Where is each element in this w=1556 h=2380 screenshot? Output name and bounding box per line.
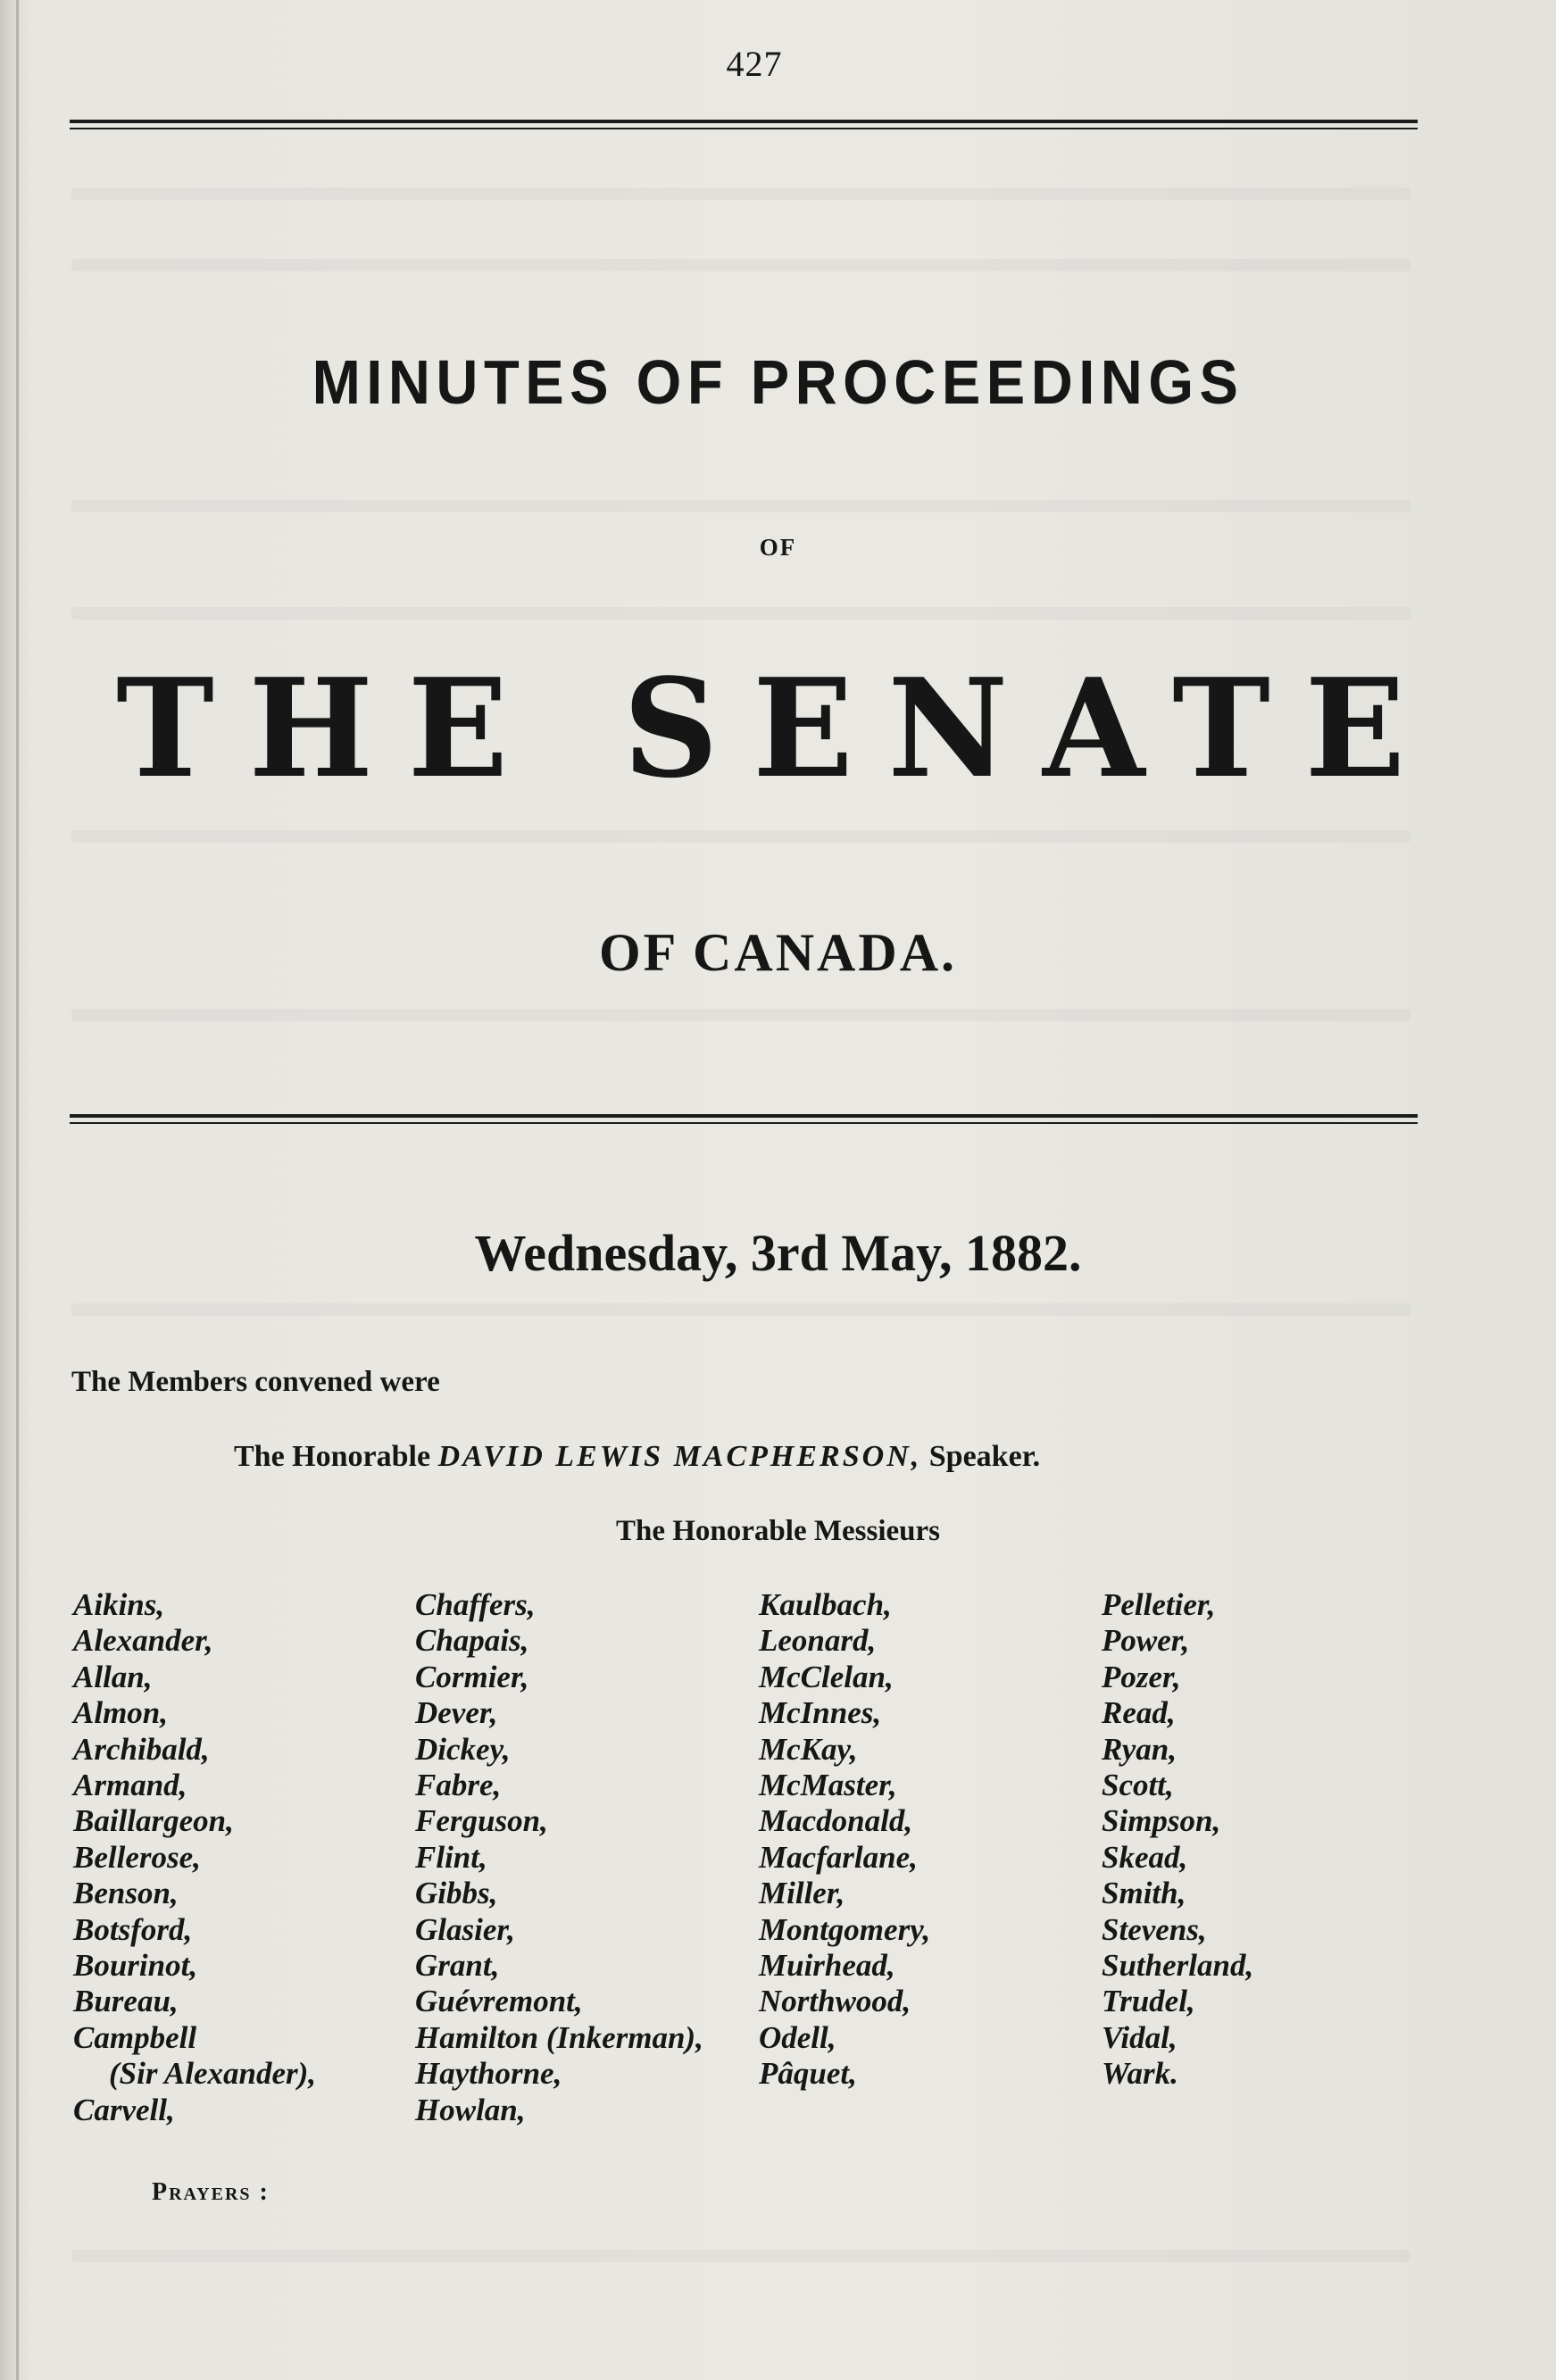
show-through: [71, 259, 1410, 271]
member-name: Grant,: [415, 1948, 500, 1984]
member-name: Kaulbach,: [759, 1587, 892, 1622]
member-name: Macdonald,: [759, 1803, 913, 1839]
page-number: 427: [726, 44, 783, 84]
title-minutes-of-proceedings: MINUTES OF PROCEEDINGS: [312, 347, 1244, 417]
members-column-1: [73, 1587, 316, 2128]
member-name: Read,: [1102, 1695, 1176, 1731]
members-column-4: [1102, 1587, 1253, 2093]
show-through: [71, 1009, 1410, 1021]
member-name: Northwood,: [759, 1984, 911, 2019]
member-name: Pelletier,: [1102, 1587, 1216, 1622]
member-name: Botsford,: [73, 1911, 193, 1947]
member-name: Montgomery,: [759, 1911, 931, 1947]
top-double-rule: [70, 120, 1418, 129]
member-name: Baillargeon,: [73, 1803, 234, 1839]
binding-gutter: [16, 0, 19, 2380]
speaker-name: DAVID LEWIS MACPHERSON,: [437, 1440, 922, 1473]
member-name: McKay,: [759, 1731, 858, 1767]
member-name: Chaffers,: [415, 1587, 536, 1622]
member-name: Fabre,: [415, 1768, 502, 1803]
member-name: Trudel,: [1102, 1984, 1195, 2019]
member-name: Cormier,: [415, 1659, 529, 1694]
title-of: OF: [759, 534, 797, 561]
section-double-rule: [70, 1114, 1418, 1124]
member-name: Smith,: [1102, 1876, 1186, 1911]
member-name: Bourinot,: [73, 1948, 198, 1984]
member-name: McInnes,: [759, 1695, 882, 1731]
member-name: Carvell,: [73, 2092, 175, 2127]
member-name: Dickey,: [415, 1731, 511, 1767]
member-name: Pâquet,: [759, 2056, 857, 2092]
member-name: Dever,: [415, 1695, 498, 1731]
member-name: Leonard,: [759, 1623, 877, 1659]
members-intro: The Members convened were: [71, 1366, 440, 1398]
member-name: Pozer,: [1102, 1659, 1181, 1694]
member-name: Simpson,: [1102, 1803, 1221, 1839]
member-name: Almon,: [73, 1695, 169, 1731]
member-name: Sutherland,: [1102, 1948, 1254, 1984]
member-name: Ferguson,: [415, 1803, 548, 1839]
member-name: Hamilton (Inkerman),: [415, 2019, 703, 2055]
member-name: Benson,: [73, 1876, 179, 1911]
member-name: Haythorne,: [415, 2056, 562, 2092]
member-name: Allan,: [73, 1659, 153, 1694]
member-name: Aikins,: [73, 1587, 165, 1622]
show-through: [71, 607, 1410, 620]
member-name: Stevens,: [1102, 1911, 1207, 1947]
show-through: [71, 500, 1410, 512]
member-name: Muirhead,: [759, 1948, 895, 1984]
title-the-senate: THE SENATE: [116, 648, 1440, 808]
show-through: [71, 830, 1410, 843]
member-name: Archibald,: [73, 1731, 210, 1767]
members-column-2: [415, 1587, 703, 2128]
member-name: Campbell: [73, 2019, 197, 2055]
member-name: Miller,: [759, 1876, 845, 1911]
prayers-heading: Prayers :: [152, 2178, 270, 2206]
member-name: Howlan,: [415, 2092, 526, 2127]
member-name: Skead,: [1102, 1839, 1188, 1875]
member-name: Macfarlane,: [759, 1839, 918, 1875]
member-name: Wark.: [1102, 2056, 1178, 2092]
member-name: Ryan,: [1102, 1731, 1177, 1767]
messieurs-heading: The Honorable Messieurs: [616, 1515, 940, 1547]
member-name: Flint,: [415, 1839, 487, 1875]
sitting-date: Wednesday, 3rd May, 1882.: [474, 1224, 1082, 1282]
member-name: Odell,: [759, 2019, 836, 2055]
speaker-role: Speaker.: [928, 1440, 1041, 1473]
member-name: McMaster,: [759, 1768, 897, 1803]
member-name: Bureau,: [73, 1984, 179, 2019]
member-name-continuation: (Sir Alexander),: [109, 2056, 317, 2092]
member-name: Armand,: [73, 1768, 187, 1803]
member-name: Scott,: [1102, 1768, 1174, 1803]
member-name: Gibbs,: [415, 1876, 498, 1911]
member-name: Glasier,: [415, 1911, 515, 1947]
members-column-3: [759, 1587, 930, 2093]
member-name: Power,: [1102, 1623, 1190, 1659]
member-name: Chapais,: [415, 1623, 529, 1659]
member-name: Guévremont,: [415, 1984, 583, 2019]
show-through: [71, 187, 1410, 200]
show-through: [71, 2250, 1410, 2262]
member-name: Bellerose,: [73, 1839, 201, 1875]
speaker-prefix: The Honorable: [234, 1440, 431, 1473]
show-through: [71, 1303, 1410, 1316]
title-of-canada: OF CANADA.: [598, 923, 958, 982]
speaker-line: [234, 1440, 1040, 1474]
member-name: Vidal,: [1102, 2019, 1177, 2055]
member-name: McClelan,: [759, 1659, 894, 1694]
member-name: Alexander,: [73, 1623, 213, 1659]
